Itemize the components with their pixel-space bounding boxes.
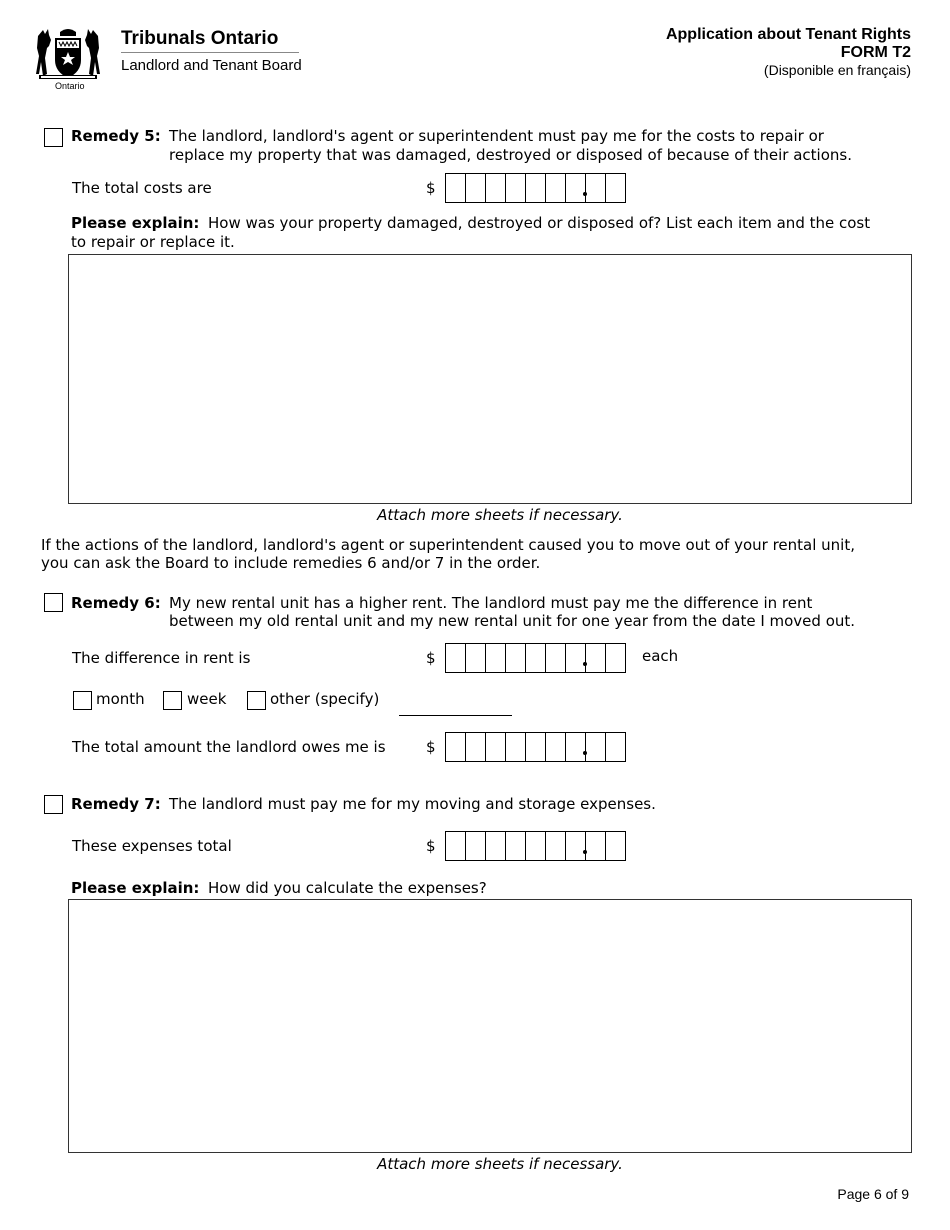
- remedy7-label: Remedy 7:: [71, 795, 161, 813]
- remedy6-total-label: The total amount the landlord owes me is: [72, 738, 386, 756]
- remedy5-explain-line1: How was your property damaged, destroyed or disposed of? List each item and the cost: [208, 214, 871, 232]
- remedy6-checkbox[interactable]: [44, 593, 63, 612]
- french-note: (Disponible en français): [763, 62, 911, 78]
- remedy6-each-label: each: [642, 647, 679, 665]
- form-title: Application about Tenant Rights: [665, 26, 911, 43]
- remedy6-label: Remedy 6:: [71, 594, 161, 612]
- ontario-crest-icon: [35, 26, 101, 84]
- remedy5-attach-note: Attach more sheets if necessary.: [377, 506, 623, 524]
- remedy7-explain-textarea[interactable]: [68, 899, 912, 1153]
- form-number: FORM T2: [840, 44, 911, 61]
- period-other-input[interactable]: [399, 699, 512, 716]
- period-other-label: other (specify): [270, 690, 380, 708]
- header-logo-block: [30, 22, 315, 96]
- header-divider: [121, 52, 299, 53]
- form-title-block: [666, 26, 911, 78]
- period-week-checkbox[interactable]: [163, 691, 182, 710]
- period-other-checkbox[interactable]: [247, 691, 266, 710]
- period-week-label: week: [187, 690, 227, 708]
- remedy6-currency: $: [426, 649, 436, 667]
- remedy6-difference-label: The difference in rent is: [72, 649, 251, 667]
- period-month-checkbox[interactable]: [73, 691, 92, 710]
- remedy6-text-line2: between my old rental unit and my new rental unit for one year from the date I moved out.: [169, 612, 856, 630]
- intro-line2: you can ask the Board to include remedies 6 and/or 7 in the order.: [41, 554, 541, 572]
- remedy7-currency: $: [426, 837, 436, 855]
- remedy5-text-line2: replace my property that was damaged, destroyed or disposed of because of their actions.: [169, 146, 852, 164]
- remedy5-explain-label: Please explain:: [71, 214, 200, 232]
- remedy5-currency: $: [426, 179, 436, 197]
- remedy5-costs-label: The total costs are: [72, 179, 212, 197]
- period-month-label: month: [96, 690, 145, 708]
- remedy7-text: The landlord must pay me for my moving and storage expenses.: [169, 795, 656, 813]
- remedy7-explain-text: How did you calculate the expenses?: [208, 879, 487, 897]
- remedy5-explain-textarea[interactable]: [68, 254, 912, 504]
- remedy6-text-line1: My new rental unit has a higher rent. The landlord must pay me the difference in rent: [169, 594, 813, 612]
- remedy5-costs-field[interactable]: [445, 173, 626, 203]
- crest-caption: Ontario: [55, 81, 85, 91]
- intro-line1: If the actions of the landlord, landlord's agent or superintendent caused you to move out of your rental unit,: [41, 536, 855, 554]
- remedy7-explain-label: Please explain:: [71, 879, 200, 897]
- remedy5-checkbox[interactable]: [44, 128, 63, 147]
- remedy6-total-field[interactable]: [445, 732, 626, 762]
- remedy5-label: Remedy 5:: [71, 127, 161, 145]
- remedy6-difference-field[interactable]: [445, 643, 626, 673]
- remedy6-total-currency: $: [426, 738, 436, 756]
- remedy5-text-line1: The landlord, landlord's agent or superintendent must pay me for the costs to repair or: [169, 127, 824, 145]
- remedy7-attach-note: Attach more sheets if necessary.: [377, 1155, 623, 1173]
- board-name: Landlord and Tenant Board: [121, 57, 302, 74]
- org-name: Tribunals Ontario: [121, 28, 279, 49]
- remedy7-expenses-label: These expenses total: [72, 837, 232, 855]
- page-number: Page 6 of 9: [837, 1186, 909, 1202]
- remedy7-checkbox[interactable]: [44, 795, 63, 814]
- remedy5-explain-line2: to repair or replace it.: [71, 233, 235, 251]
- remedy7-expenses-field[interactable]: [445, 831, 626, 861]
